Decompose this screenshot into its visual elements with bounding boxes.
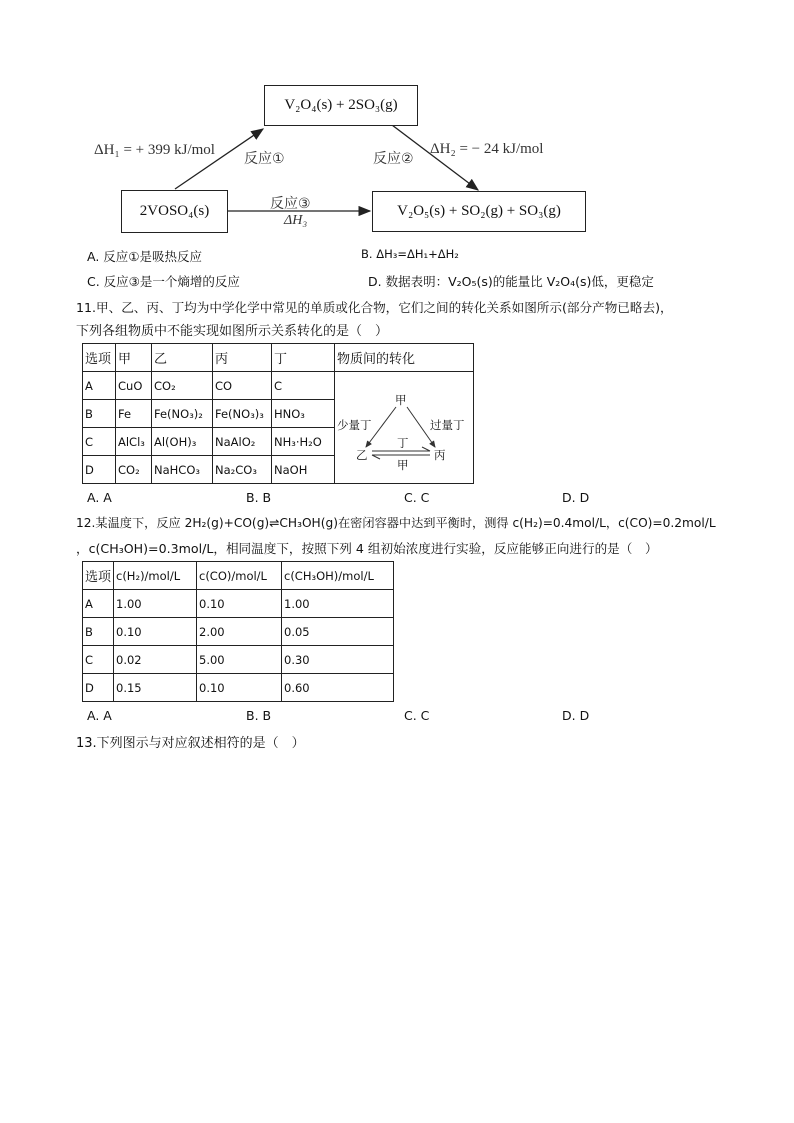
triangle-lower-arrow-label: 甲 bbox=[397, 458, 409, 472]
table-cell: Al(OH)₃ bbox=[152, 428, 213, 456]
table-cell: 0.05 bbox=[282, 618, 394, 646]
header-cell: 选项 bbox=[83, 562, 114, 590]
table-row bbox=[83, 590, 394, 618]
header-cell: 甲 bbox=[116, 344, 152, 372]
q12-text-line-1: 12.某温度下，反应 2H₂(g)+CO(g)⇌CH₃OH(g)在密闭容器中达到平衡时，测得 c(H₂)=0.4mol/L，c(CO)=0.2mol/L bbox=[76, 516, 716, 530]
table-cell: C bbox=[83, 428, 116, 456]
table-cell: Na₂CO₃ bbox=[213, 456, 272, 484]
q12-option-c: C. C bbox=[404, 708, 430, 723]
left-box: 2VOSO₄(s) bbox=[121, 190, 228, 233]
dh1-label: ΔH₁ = + 399 kJ/mol bbox=[94, 142, 215, 158]
q11-option-a: A. A bbox=[87, 490, 112, 505]
header-cell: 选项 bbox=[83, 344, 116, 372]
table-cell: 0.10 bbox=[197, 590, 282, 618]
table-cell: CuO bbox=[116, 372, 152, 400]
triangle-left-arrow-label: 少量丁 bbox=[337, 418, 372, 432]
table-cell: CO₂ bbox=[152, 372, 213, 400]
table-cell: Fe(NO₃)₃ bbox=[213, 400, 272, 428]
dh2-label: ΔH₂ = − 24 kJ/mol bbox=[430, 141, 544, 157]
q10-option-a: A. 反应①是吸热反应 bbox=[87, 249, 202, 264]
table-header-row bbox=[83, 562, 394, 590]
triangle-upper-arrow-label: 丁 bbox=[397, 436, 409, 450]
triangle-bottom-right: 丙 bbox=[434, 448, 446, 462]
table-cell: 0.10 bbox=[197, 674, 282, 702]
table-cell: Fe bbox=[116, 400, 152, 428]
reaction-1-label: 反应① bbox=[244, 151, 285, 167]
table-cell: NaAlO₂ bbox=[213, 428, 272, 456]
header-cell: c(H₂)/mol/L bbox=[114, 562, 197, 590]
header-cell: 丁 bbox=[272, 344, 335, 372]
triangle-right-arrow-label: 过量丁 bbox=[430, 418, 465, 432]
table-cell: NaHCO₃ bbox=[152, 456, 213, 484]
header-cell: c(CO)/mol/L bbox=[197, 562, 282, 590]
reaction-2-label: 反应② bbox=[373, 151, 414, 167]
table-cell: 0.60 bbox=[282, 674, 394, 702]
q11-option-d: D. D bbox=[562, 490, 590, 505]
top-box: V₂O₄(s) + 2SO₃(g) bbox=[264, 85, 418, 126]
table-cell: A bbox=[83, 590, 114, 618]
q12-table bbox=[82, 561, 394, 702]
table-cell: AlCl₃ bbox=[116, 428, 152, 456]
table-cell: C bbox=[83, 646, 114, 674]
q12-option-b: B. B bbox=[246, 708, 272, 723]
header-cell: c(CH₃OH)/mol/L bbox=[282, 562, 394, 590]
q11-option-c: C. C bbox=[404, 490, 430, 505]
table-row bbox=[83, 674, 394, 702]
dh3-label: ΔH₃ bbox=[284, 213, 308, 228]
table-cell: 0.02 bbox=[114, 646, 197, 674]
table-cell: D bbox=[83, 456, 116, 484]
q12-option-a: A. A bbox=[87, 708, 112, 723]
table-cell: 0.15 bbox=[114, 674, 197, 702]
table-cell: B bbox=[83, 618, 114, 646]
q12-option-d: D. D bbox=[562, 708, 590, 723]
q10-option-b: B. ΔH₃=ΔH₁+ΔH₂ bbox=[361, 247, 459, 261]
table-cell: A bbox=[83, 372, 116, 400]
table-cell: HNO₃ bbox=[272, 400, 335, 428]
q10-option-c: C. 反应③是一个熵增的反应 bbox=[87, 274, 240, 289]
table-cell: C bbox=[272, 372, 335, 400]
q12-text-line-2: ，c(CH₃OH)=0.3mol/L，相同温度下，按照下列 4 组初始浓度进行实验，反应能够正向进行的是（ ） bbox=[76, 541, 658, 556]
table-cell: NH₃·H₂O bbox=[272, 428, 335, 456]
q11-text-line-2: 下列各组物质中不能实现如图所示关系转化的是（ ） bbox=[76, 324, 389, 339]
q13-text-line-1: 13.下列图示与对应叙述相符的是（ ） bbox=[76, 736, 305, 751]
table-cell: CO bbox=[213, 372, 272, 400]
table-cell: 1.00 bbox=[114, 590, 197, 618]
table-header-row bbox=[83, 344, 474, 372]
q11-text-line-1: 11.甲、乙、丙、丁均为中学化学中常见的单质或化合物，它们之间的转化关系如图所示(部分产物已略去)， bbox=[76, 300, 673, 315]
reaction-3-label: 反应③ bbox=[270, 196, 311, 212]
q10-option-d: D. 数据表明：V₂O₅(s)的能量比 V₂O₄(s)低，更稳定 bbox=[368, 274, 654, 289]
right-box: V₂O₅(s) + SO₂(g) + SO₃(g) bbox=[372, 191, 586, 232]
table-row bbox=[83, 646, 394, 674]
triangle-bottom-left: 乙 bbox=[356, 448, 368, 462]
table-cell: 2.00 bbox=[197, 618, 282, 646]
table-cell: NaOH bbox=[272, 456, 335, 484]
table-cell: CO₂ bbox=[116, 456, 152, 484]
triangle-top: 甲 bbox=[395, 393, 407, 407]
table-cell: 1.00 bbox=[282, 590, 394, 618]
table-cell: Fe(NO₃)₂ bbox=[152, 400, 213, 428]
header-cell: 物质间的转化 bbox=[335, 344, 474, 372]
table-row bbox=[83, 618, 394, 646]
table-cell: 0.30 bbox=[282, 646, 394, 674]
table-cell: B bbox=[83, 400, 116, 428]
table-cell: 5.00 bbox=[197, 646, 282, 674]
table-cell: D bbox=[83, 674, 114, 702]
q11-option-b: B. B bbox=[246, 490, 272, 505]
table-cell: 0.10 bbox=[114, 618, 197, 646]
header-cell: 乙 bbox=[152, 344, 213, 372]
header-cell: 丙 bbox=[213, 344, 272, 372]
